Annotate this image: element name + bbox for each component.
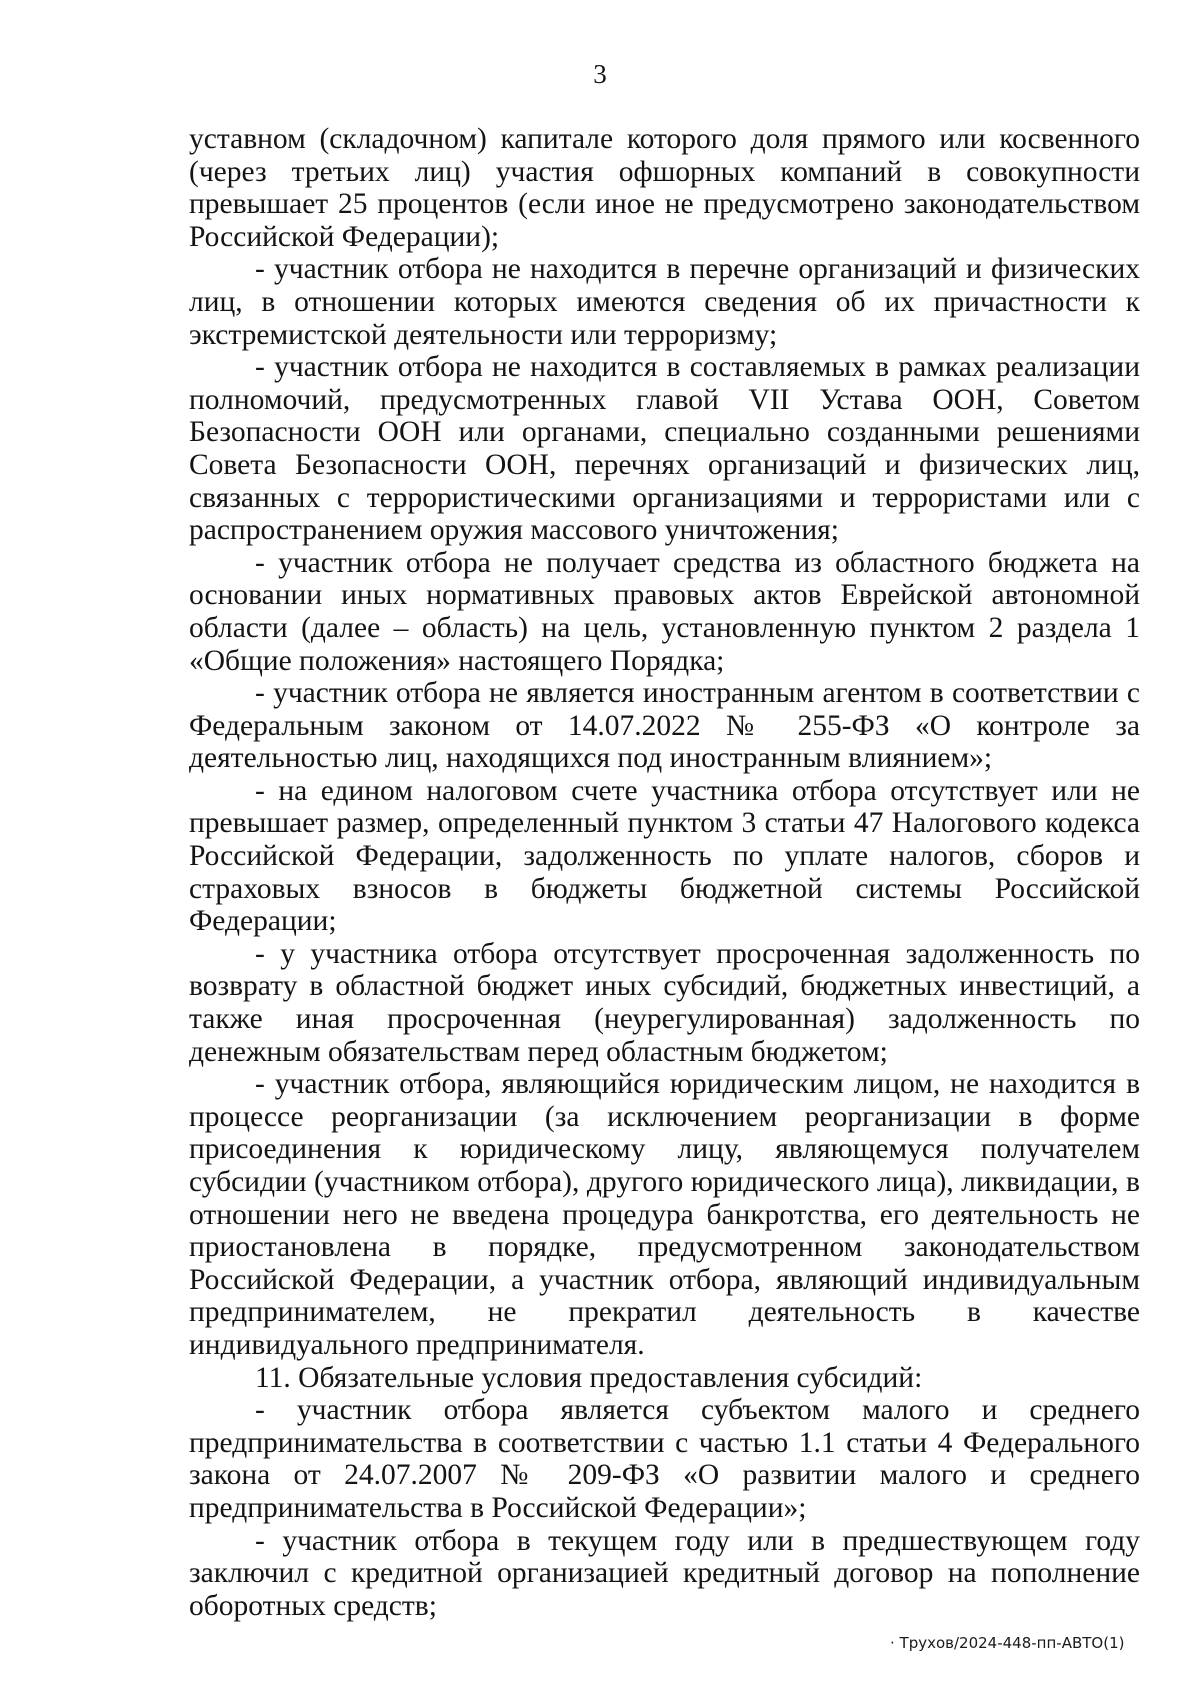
section-11-heading: 11. Обязательные условия предоставления субсидий: bbox=[255, 1361, 923, 1394]
paragraph-tax-debt: - на едином налоговом счете участника отбора отсутствует или не превышает размер, определенный пунктом 3 статьи 47 Налогового кодекса Российской Федерации, задолженность по уплате налогов, сборов и страховых взносов в бюджеты бюджетной системы Российской Федерации; bbox=[189, 774, 1140, 938]
paragraph-credit-agreement: - участник отбора в текущем году или в предшествующем году заключил с кредитной организацией кредитный договор на пополнение оборотных средств; bbox=[189, 1524, 1140, 1622]
paragraph-foreign-agent: - участник отбора не является иностранным агентом в соответствии с Федеральным законом от 14.07.2022 № 255-ФЗ «О контроле за деятельностью лиц, находящихся под иностранным влиянием»; bbox=[189, 677, 1140, 775]
document-footer-id: · Трухов/2024-448-пп-АВТО(1) bbox=[890, 1634, 1125, 1652]
paragraph-overdue-debt: - у участника отбора отсутствует просроченная задолженность по возврату в областной бюджет иных субсидий, бюджетных инвестиций, а также иная просроченная (неурегулированная) задолженность по денежным обязательствам перед областным бюджетом; bbox=[189, 937, 1140, 1068]
paragraph-regional-budget-funds: - участник отбора не получает средства из областного бюджета на основании иных нормативных правовых актов Еврейской автономной области (далее – область) на цель, установленную пунктом 2 раздела 1 «Общие положения» настоящего Порядка; bbox=[189, 546, 1140, 677]
paragraph-extremist-list: - участник отбора не находится в перечне организаций и физических лиц, в отношении которых имеются сведения об их причастности к экстремистской деятельности или терроризму; bbox=[189, 253, 1140, 351]
paragraph-sme-status: - участник отбора является субъектом малого и среднего предпринимательства в соответствии с частью 1.1 статьи 4 Федерального закона от 24.07.2007 № 209-ФЗ «О развитии малого и среднего предпринимательства в Российской Федерации»; bbox=[189, 1394, 1140, 1524]
page-number: 3 bbox=[593, 59, 607, 89]
document-body bbox=[189, 123, 1140, 1622]
paragraph-reorganization: - участник отбора, являющийся юридическим лицом, не находится в процессе реорганизации (за исключением реорганизации в форме присоединения к юридическому лицу, являющемуся получателем субсидии (участником отбора), другого юридического лица), ликвидации, в отношении него не введена процедура банкротства, его деятельность не приостановлена в порядке, предусмотренном законодательством Российской Федерации, а участник отбора, являющий индивидуальным предпринимателем, не прекратил деятельность в качестве индивидуального предпринимателя. bbox=[189, 1068, 1140, 1361]
paragraph-un-security-council: - участник отбора не находится в составляемых в рамках реализации полномочий, предусмотренных главой VII Устава ООН, Советом Безопасности ООН или органами, специально созданными решениями Совета Безопасности ООН, перечнях организаций и физических лиц, связанных с террористическими организациями и террористами или с распространением оружия массового уничтожения; bbox=[189, 351, 1140, 547]
paragraph-continuation: уставном (складочном) капитале которого доля прямого или косвенного (через третьих лиц) участия офшорных компаний в совокупности превышает 25 процентов (если иное не предусмотрено законодательством Российской Федерации); bbox=[189, 123, 1140, 253]
